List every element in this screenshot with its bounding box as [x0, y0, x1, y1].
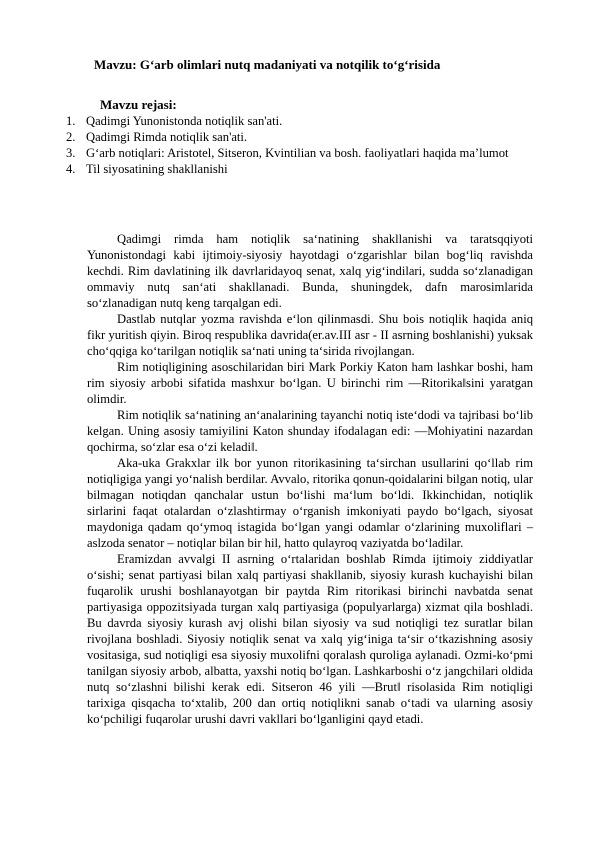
paragraph: Aka-uka Grakxlar ilk bor yunon ritorikasining ta‘sirchan usullarini qo‘llab rim notiqligiga yangi yo‘nalish berdilar. Avvalo, ritorika qonun-qoidalarini bilgan notiq, ular bilmagan notiqdan qanchalar ustun bo‘lishi ma‘lum bo‘ldi. Ikkinchidan, notiqlik sirlarini faqat otalardan o‘zlashtirmay o‘rganish imkoniyati paydo bo‘lgach, siyosat maydoniga qadam qo‘ymoq istagida bo‘lgan yangi odamlar o‘zlarining muxoliflari – aslzoda senator – notiqlar bilan bir hil, hatto qulayroq vaziyatda bo‘ladilar. [87, 456, 533, 550]
plan-list [66, 113, 532, 177]
page-title: Mavzu: G‘arb olimlari nutq madaniyati va notqilik to‘g‘risida [94, 57, 441, 72]
plan-item-text: Til siyosatining shakllanishi [86, 162, 228, 176]
plan-item-text: G‘arb notiqlari: Aristotel, Sitseron, Kvintilian va bosh. faoliyatlari haqida ma’lumot [86, 146, 509, 160]
paragraph: Eramizdan avvalgi II asrning o‘rtalaridan boshlab Rimda ijtimoiy ziddiyatlar o‘sishi; senat partiyasi bilan xalq partiyasi shakllanib, siyosiy kurash kuchayishi bilan fuqarolik urushi boshlanayotgan bir paytda Rim ritorikasi birinchi navbatda senat partiyasiga oppozitsiyada turgan xalq partiyasiga (populyarlarga) xizmat qila boshladi. Bu davrda siyosiy kurash avj olishi bilan siyosiy va sud notiqligi tez suratlar bilan rivojlana boshladi. Siyosiy notiqlik senat va xalq yig‘iniga ta‘sir o‘tkazishning asosiy vositasiga, sud notiqligi esa siyosiy muxolifni qoralash quroliga aylanadi. Ozmi-ko‘pmi tanilgan siyosiy arbob, albatta, yaxshi notiq bo‘lgan. Lashkarboshi o‘z jangchilari oldida nutq so‘zlashni bilishi kerak edi. Sitseron 46 yili ―Brut‖ risolasida Rim notiqligi tarixiga qisqacha to‘xtalib, 200 dan ortiq notiqlikni sanab o‘tadi va ularning asosiy ko‘pchiligi fuqarolar urushi davri vakllari bo‘lganligini qayd etadi. [87, 552, 533, 726]
plan-item [66, 161, 532, 177]
paragraph: Rim notiqlik sa‘natining an‘analarining tayanchi notiq iste‘dodi va tajribasi bo‘lib kelgan. Uning asosiy tamiyilini Katon shunday ifodalagan edi: ―Mohiyatini nazardan qochirma, so‘zlar esa o‘zi keladi‖. [87, 408, 533, 454]
plan-item-number: 3. [66, 146, 76, 160]
plan-item-number: 4. [66, 162, 76, 176]
plan-item [66, 113, 532, 129]
plan-item-text: Qadimgi Rimda notiqlik san'ati. [86, 130, 248, 144]
plan-item [66, 145, 532, 161]
plan-heading: Mavzu rejasi: [100, 97, 177, 112]
plan-item-number: 1. [66, 114, 76, 128]
paragraph: Dastlab nutqlar yozma ravishda e‘lon qilinmasdi. Shu bois notiqlik haqida aniq fikr yuritish qiyin. Biroq respublika davrida(er.av.III asr - II asrning boshlanishi) yuksak cho‘qqiga ko‘tarilgan notiqlik sa‘nati uning ta‘sirida rivojlangan. [87, 312, 533, 358]
plan-item-number: 2. [66, 130, 76, 144]
body-text [87, 231, 533, 727]
paragraph: Qadimgi rimda ham notiqlik sa‘natining shakllanishi va taratsqqiyoti Yunonistondagi kabi ijtimoiy-siyosiy hayotdagi o‘zgarishlar bilan bog‘liq ravishda kechdi. Rim davlatining ilk davrlaridayoq senat, xalq yig‘indilari, sudda so‘zlanadigan ommaviy nutq san‘ati shakllanadi. Bunda, shuningdek, dafn marosimlarida so‘zlanadigan nutq keng tarqalgan edi. [87, 232, 533, 310]
paragraph: Rim notiqligining asoschilaridan biri Mark Porkiy Katon ham lashkar boshi, ham rim siyosiy arbobi sifatida mashxur bo‘lgan. U birinchi rim ―Ritorika‖sini yaratgan olimdir. [87, 360, 533, 406]
plan-item [66, 129, 532, 145]
plan-item-text: Qadimgi Yunonistonda notiqlik san'ati. [86, 114, 283, 128]
